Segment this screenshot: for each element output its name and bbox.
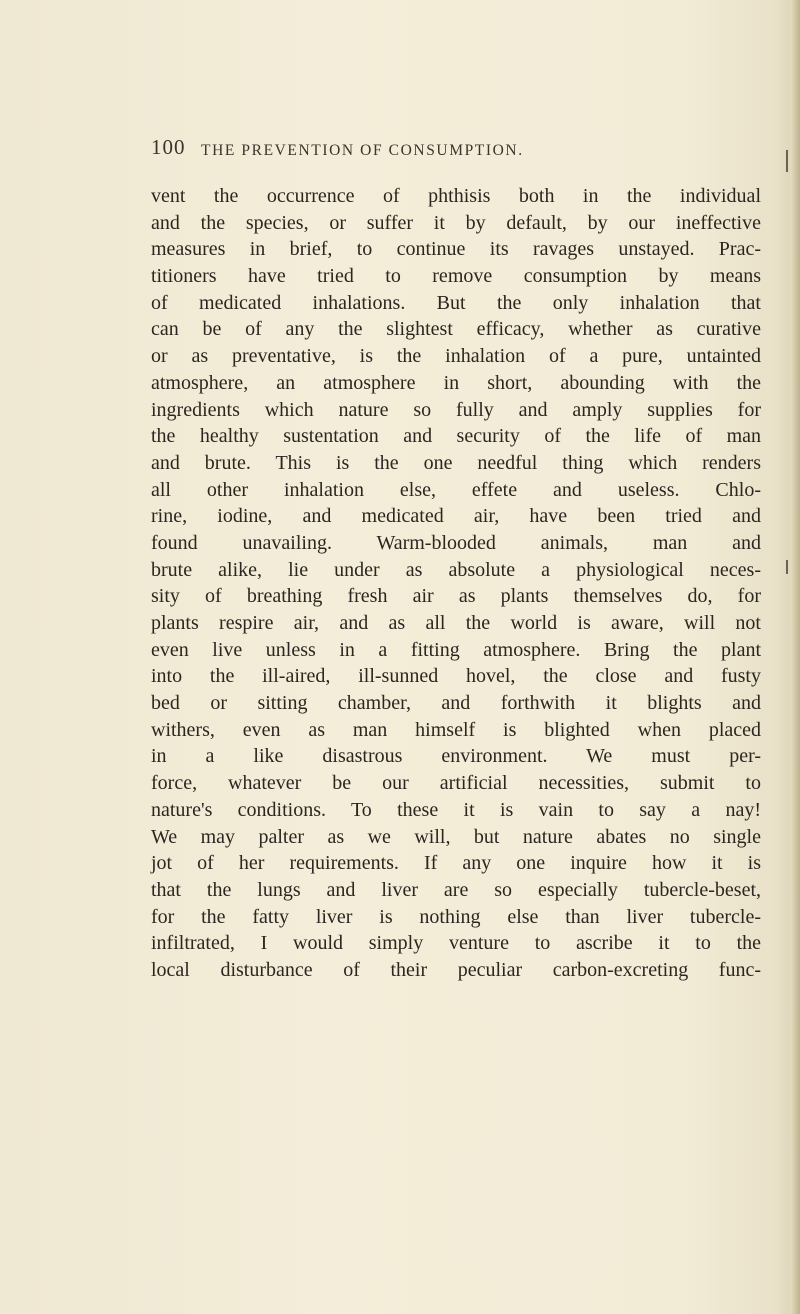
text-line: can be of any the slightest efficacy, whether as curative bbox=[151, 318, 761, 341]
text-line: vent the occurrence of phthisis both in the individual bbox=[151, 185, 761, 207]
text-line: We may palter as we will, but nature abates no single bbox=[151, 825, 761, 848]
text-line: atmosphere, an atmosphere in short, abounding with the bbox=[151, 371, 761, 394]
text-line: infiltrated, I would simply venture to ascribe it to the bbox=[151, 932, 761, 955]
text-line: that the lungs and liver are so especially tubercle-beset, bbox=[151, 878, 761, 901]
text-line: in a like disastrous environment. We must per- bbox=[151, 745, 761, 768]
text-line: all other inhalation else, effete and useless. Chlo- bbox=[151, 478, 761, 501]
text-line: ingredients which nature so fully and amply supplies for bbox=[151, 398, 761, 421]
text-line: nature's conditions. To these it is vain to say a nay! bbox=[151, 798, 761, 821]
text-line: jot of her requirements. If any one inquire how it is bbox=[151, 852, 761, 875]
text-line: brute alike, lie under as absolute a physiological neces- bbox=[151, 558, 761, 581]
text-line: local disturbance of their peculiar carbon-excreting func- bbox=[151, 958, 761, 981]
edge-mark bbox=[786, 560, 788, 574]
page-header bbox=[151, 133, 781, 173]
text-line: for the fatty liver is nothing else than liver tubercle- bbox=[151, 905, 761, 928]
text-line: sity of breathing fresh air as plants themselves do, for bbox=[151, 585, 761, 608]
text-line: and brute. This is the one needful thing which renders bbox=[151, 451, 761, 474]
text-line: plants respire air, and as all the world is aware, will not bbox=[151, 612, 761, 634]
page-edge bbox=[790, 0, 800, 1314]
body-text bbox=[151, 183, 761, 984]
text-line: of medicated inhalations. But the only inhalation that bbox=[151, 291, 761, 314]
text-line: the healthy sustentation and security of the life of man bbox=[151, 425, 761, 448]
text-line: into the ill-aired, ill-sunned hovel, the close and fusty bbox=[151, 665, 761, 688]
text-line: or as preventative, is the inhalation of a pure, untainted bbox=[151, 345, 761, 368]
page-number: 100 bbox=[151, 135, 186, 159]
running-title: THE PREVENTION OF CONSUMPTION. bbox=[201, 142, 524, 159]
text-line: found unavailing. Warm-blooded animals, man and bbox=[151, 531, 761, 554]
text-line: even live unless in a fitting atmosphere. Bring the plant bbox=[151, 638, 761, 661]
text-line: force, whatever be our artificial necessities, submit to bbox=[151, 772, 761, 795]
edge-mark bbox=[786, 150, 788, 172]
text-line: rine, iodine, and medicated air, have been tried and bbox=[151, 505, 761, 528]
text-line: and the species, or suffer it by default, by our ineffective bbox=[151, 211, 761, 234]
text-line: bed or sitting chamber, and forthwith it blights and bbox=[151, 692, 761, 715]
text-line: measures in brief, to continue its ravages unstayed. Prac- bbox=[151, 238, 761, 261]
text-line: withers, even as man himself is blighted when placed bbox=[151, 718, 761, 741]
text-line: titioners have tried to remove consumption by means bbox=[151, 265, 761, 288]
